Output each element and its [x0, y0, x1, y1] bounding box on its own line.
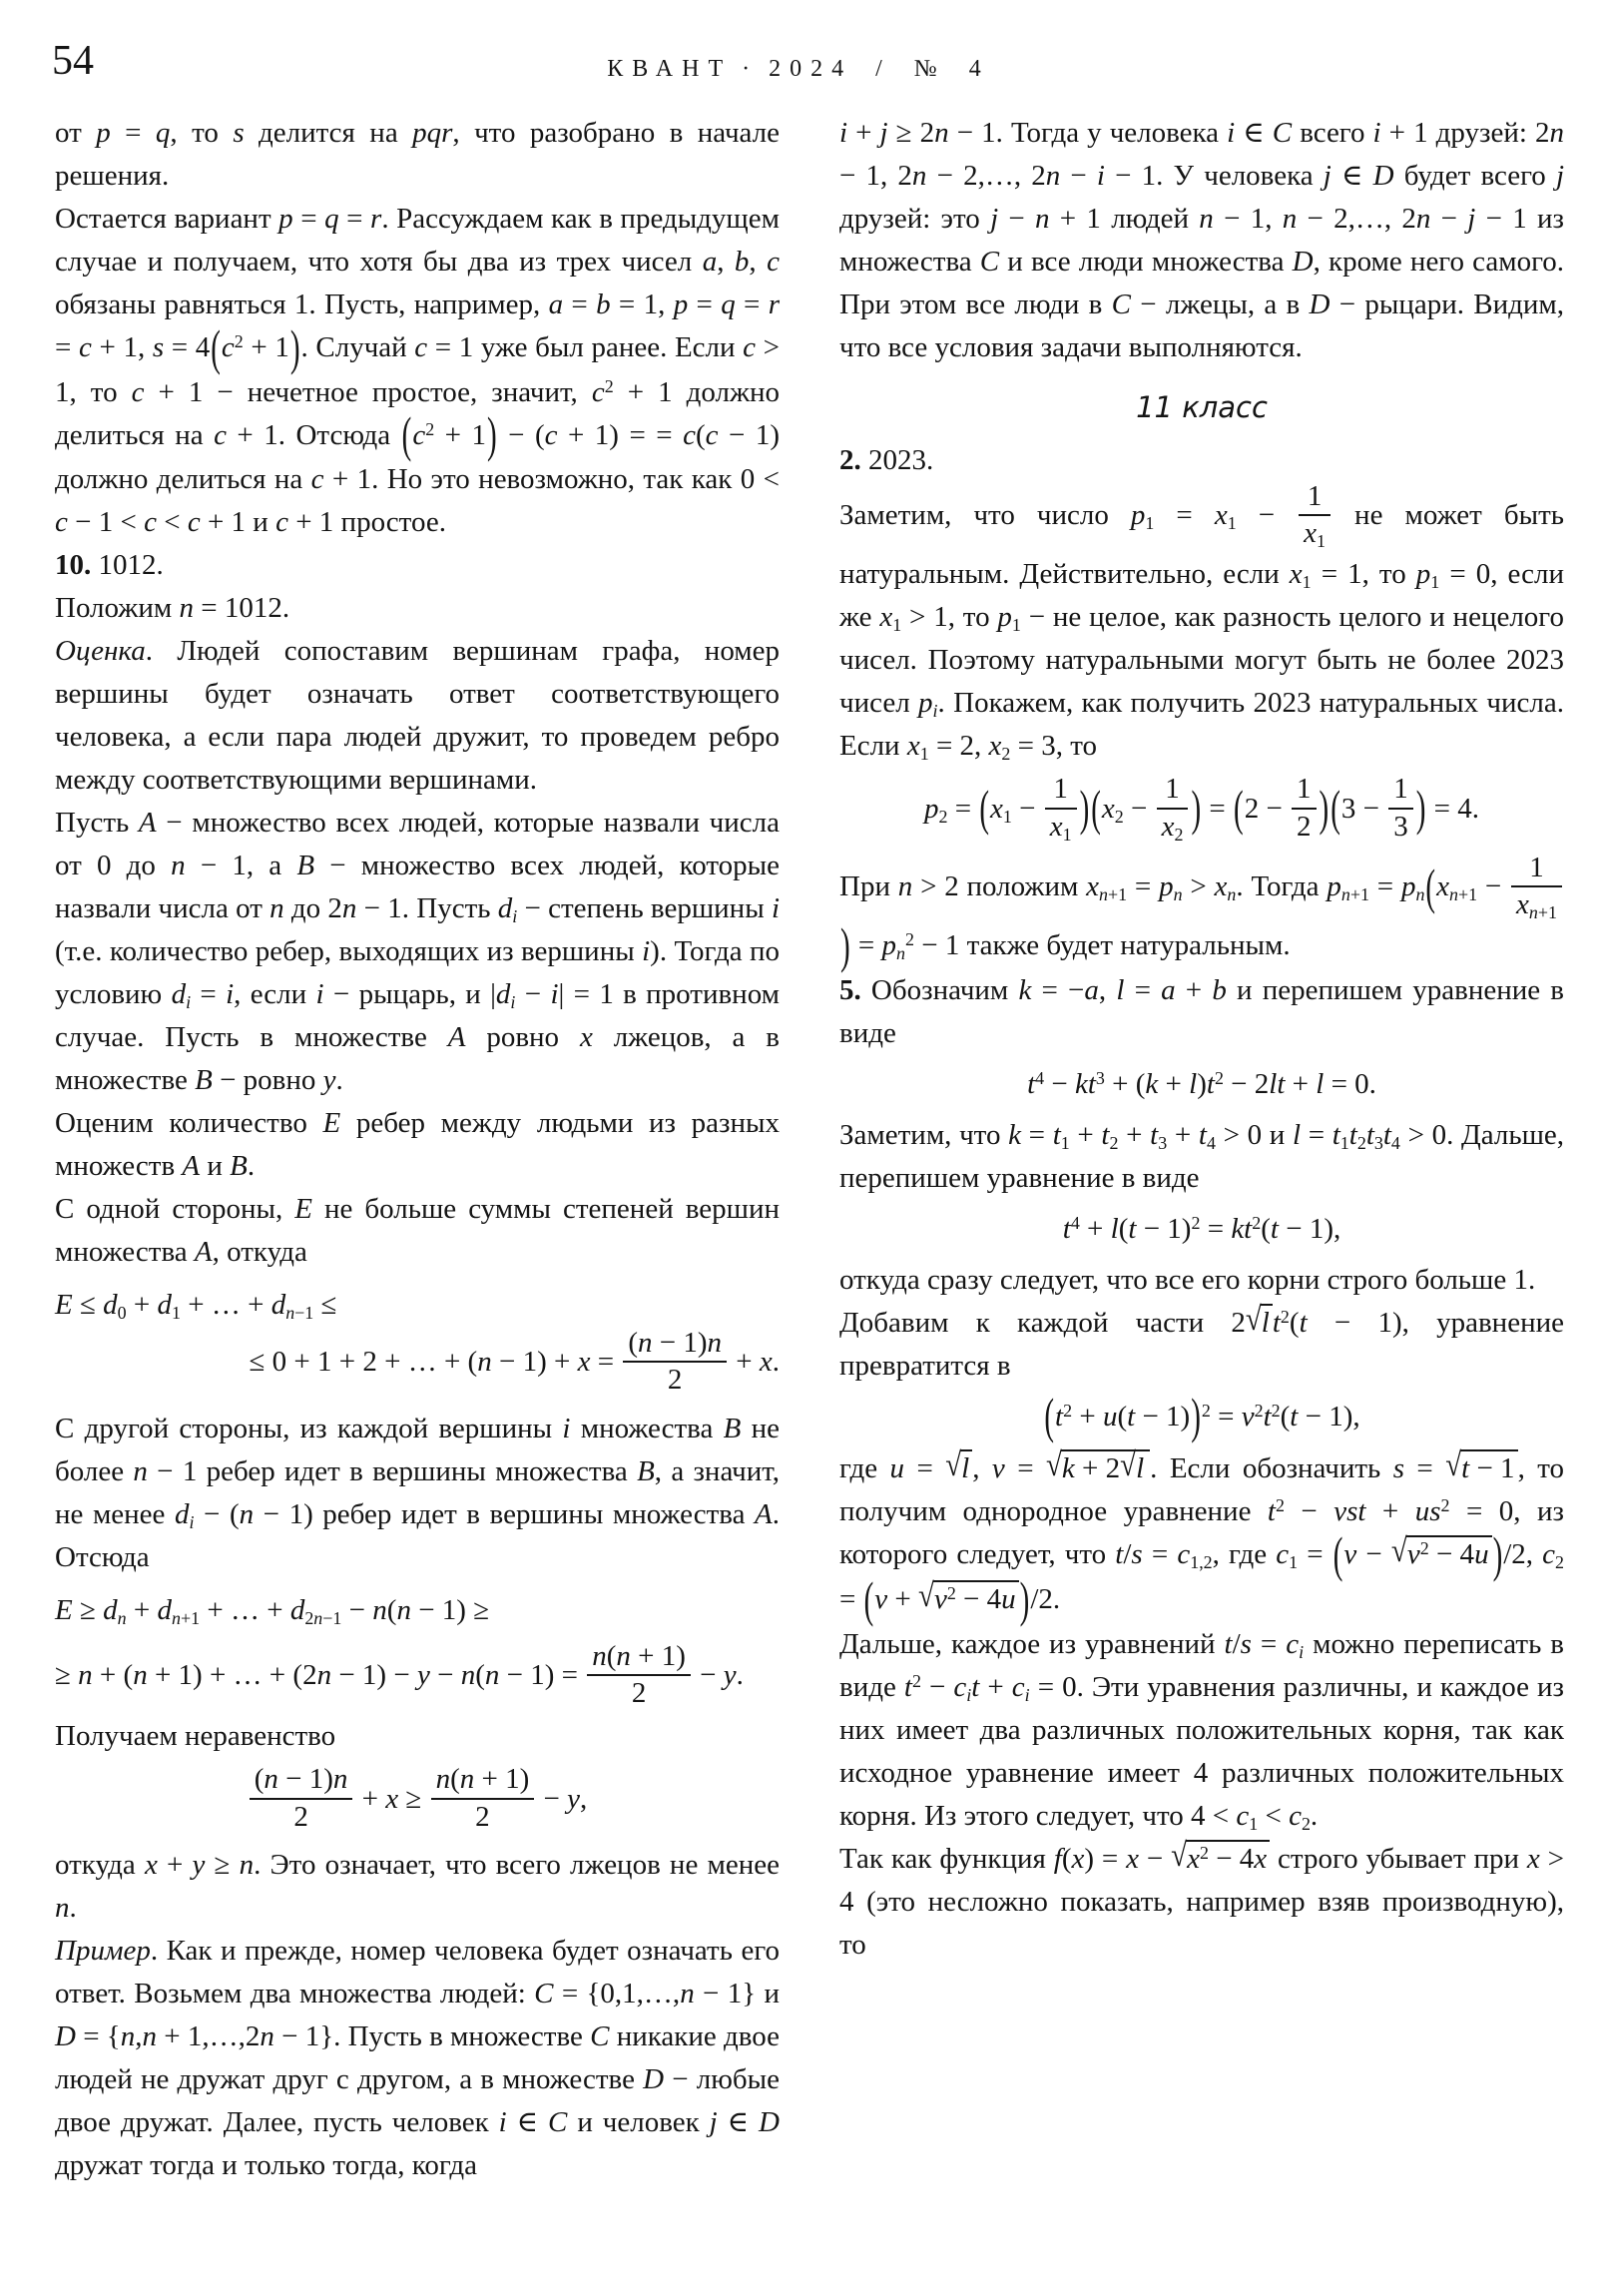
big-paren: ) [1415, 782, 1426, 838]
display-formula: $(t^2 + u(t - 1))^2 = v^2t^2(t - 1)$, [839, 1396, 1564, 1440]
big-paren: ) [486, 408, 497, 464]
big-paren: ) [1191, 782, 1202, 838]
big-paren: ( [401, 408, 412, 464]
fraction: $\frac{1}{3}$ [1388, 773, 1413, 844]
paragraph: Пусть A − множество всех людей, которые назвали числа от 0 до n − 1, а B − множество всех людей, которые назвали числа от n до 2n − 1. Пусть $d_i$ − степень вершины i (т.е. количество ребер, выходящих из вершины i). Тогда по условию $d_i = i$, если i − рыцарь, и $|d_i - i| = 1$ в противном случае. Пусть в множестве A ровно x лжецов, а в множестве B − ровно y. [55, 807, 781, 1097]
big-paren: ) [289, 321, 300, 376]
fraction: $\frac{n(n + 1)}{2}$ [431, 1763, 535, 1834]
big-paren: ) [1191, 1390, 1201, 1445]
big-paren: ( [979, 782, 989, 838]
square-root: $√v^2 - 4u$ [918, 1578, 1019, 1621]
big-paren: ) [1492, 1528, 1503, 1583]
fraction: $\frac{n(n + 1)}{2}$ [587, 1640, 691, 1711]
page-number: 54 [52, 38, 94, 84]
display-formula: ≤ 0 + 1 + 2 + … + (n − 1) + x = $\frac{(n - 1)n}{2}$ + x. [249, 1327, 780, 1397]
title-separator: · [742, 56, 760, 82]
square-root: √k + 2√l [1046, 1447, 1150, 1490]
left-column [55, 112, 780, 2187]
paragraph: Оценим количество E ребер между людьми из разных множеств A и B. [55, 1107, 780, 1183]
display-formula: $t^4 + l(t - 1)^2 = kt^2(t - 1)$, [1062, 1212, 1341, 1245]
big-paren: ( [863, 1573, 874, 1628]
big-paren: ( [1044, 1390, 1055, 1445]
big-paren: ( [1425, 861, 1436, 915]
big-paren: ) [1079, 782, 1090, 838]
display-formula: $t^4 - kt^3 + (k + l)t^2 - 2lt + l = 0$. [1027, 1067, 1376, 1100]
paragraph: Так как функция $f(x) = x - √x^2 - 4x$ строго убывает при x > 4 (это несложно показать, например взяв производную), то [839, 1837, 1565, 1961]
paragraph: от p = q, то s делится на pqr, что разобрано в начале решения. [55, 117, 781, 192]
paragraph: 10. 1012. [55, 549, 164, 582]
big-paren: ) [1319, 782, 1330, 838]
display-formula: $E \ge d_n + d_{n+1}$ + … + $d_{2n-1} - n(n - 1)$ ≥ [55, 1594, 490, 1629]
section-heading: 11 класс [1136, 390, 1268, 424]
big-paren: ) [1019, 1573, 1030, 1628]
big-paren: ) [840, 919, 850, 974]
square-root: √l [1120, 1447, 1147, 1490]
right-column [839, 112, 1564, 2187]
fraction: $\frac{1}{x_1}$ [1045, 773, 1077, 844]
big-paren: ( [211, 321, 221, 376]
display-formula: $E \le d_0 + d_1$ + … + $d_{n-1}$ ≤ [55, 1289, 337, 1324]
paragraph: где u = √l , v = √k + 2√l . Если обозначить s = √t − 1 , то получим однородное уравнение $t^2$ − vst + $us^2 = 0$, из которого следует, что $t/s = c_{1,2}$, где $c_1 = (v - √v^2 - 4u$ )/2, $c_2 = (v + √v^2 - 4u$ )/2. [839, 1447, 1564, 1622]
journal-name: КВАНТ [607, 56, 733, 82]
paragraph: С одной стороны, E не больше суммы степеней вершин множества A, откуда [55, 1193, 780, 1269]
two-column-layout [55, 112, 1564, 2187]
paragraph: Остается вариант p = q = r. Рассуждаем как в предыдущем случае и получаем, что хотя бы два из трех чисел a, b, c обязаны равняться 1. Пусть, например, a = b = 1, p = q = r = c + 1, $s = 4(c^2 + 1)$. Случай c = 1 уже был ранее. Если c > 1, то c + 1 − нечетное простое, значит, $c^2 + 1$ должно делиться на c + 1. Отсюда $(c^2 + 1) - (c + 1)$ = = c(c − 1) должно делиться на c + 1. Но это невозможно, так как 0 < c − 1 < c < c + 1 и c + 1 простое. [55, 203, 781, 539]
paragraph: откуда сразу следует, что все его корни строго больше 1. [839, 1263, 1536, 1296]
fraction: $\frac{1}{2}$ [1292, 773, 1317, 844]
fraction: $\frac{(n - 1)n}{2}$ [250, 1763, 353, 1834]
big-paren: ( [1331, 782, 1340, 838]
paragraph: Заметим, что $k = t_1 + t_2 + t_3 + t_4 > 0$ и $l = t_1t_2t_3t_4 > 0$. Дальше, перепишем уравнение в виде [839, 1118, 1565, 1194]
paragraph: i + j ≥ 2n − 1. Тогда у человека i ∈ C всего i + 1 друзей: 2n − 1, 2n − 2,…, 2n − i − 1. У человека j ∈ D будет всего j друзей: это j − n + 1 людей n − 1, n − 2,…, 2n − j − 1 из множества C и все люди множества D, кроме него самого. При этом все люди в C − лжецы, а в D − рыцари. Видим, что все условия задачи выполняются. [839, 117, 1565, 363]
square-root: √l [945, 1447, 972, 1490]
fraction: $\frac{1}{x_1}$ [1299, 480, 1331, 551]
paragraph: При n > 2 положим $x_{n+1} = p_n > x_n$. Тогда $p_{n+1} = p_n(x_{n+1}$ − $\frac{1}{x_{n+1}}$ ) = $p_n^2 - 1$ также будет натуральным. [839, 854, 1564, 968]
paragraph: Оценка. Людей сопоставим вершинам графа, номер вершины будет означать ответ соответствующего человека, а если пара людей дружит, то проведем ребро между соответствующими вершинами. [55, 635, 780, 797]
display-formula: ≥ n + (n + 1) + … + (2n − 1) − y − n(n − 1) = $\frac{n(n + 1)}{2}$ − y. [55, 1639, 744, 1710]
big-paren: ( [1091, 782, 1101, 838]
paragraph: Получаем неравенство [55, 1719, 336, 1752]
fraction: $\frac{1}{x_{n+1}}$ [1511, 852, 1562, 922]
display-formula: $p_2 = (x_1$ − $\frac{1}{x_1}$ )($x_2$ − $\frac{1}{x_2}$ ) = (2 − $\frac{1}{2}$ )(3 − $\frac{1}{3}$ ) = 4. [839, 776, 1564, 847]
fraction: $\frac{(n - 1)n}{2}$ [623, 1327, 727, 1398]
journal-title [0, 56, 1597, 83]
square-root: √t − 1 [1445, 1447, 1517, 1490]
journal-issue: 2024 / № 4 [769, 56, 990, 82]
fraction: $\frac{1}{x_2}$ [1157, 773, 1189, 844]
paragraph: 5. Обозначим k = −a, l = a + b и перепишем уравнение в виде [839, 973, 1564, 1049]
paragraph: откуда x + y ≥ n. Это означает, что всего лжецов не менее n. [55, 1849, 780, 1925]
square-root: $√x^2 - 4x$ [1171, 1838, 1270, 1881]
square-root: √l [1246, 1302, 1273, 1345]
big-paren: ( [1332, 1528, 1343, 1583]
paragraph: Положим n = 1012. [55, 592, 290, 625]
paragraph: Добавим к каждой части 2√l $t^2(t - 1)$, уравнение превратится в [839, 1300, 1564, 1382]
paragraph: 2. 2023. [839, 444, 934, 476]
square-root: $√v^2 - 4u$ [1391, 1533, 1492, 1576]
display-formula: $\frac{(n - 1)n}{2}$ + x ≥ $\frac{n(n + 1)}{2}$ − y, [55, 1766, 780, 1837]
paragraph: Дальше, каждое из уравнений $t/s = c_i$ можно переписать в виде $t^2 - c_it + c_i = 0$. Эти уравнения различны, и каждое из них имеет два различных положительных корня, так как исходное уравнение имеет 4 различных положительных корня. Из этого следует, что $4 < c_1 < c_2$. [839, 1627, 1565, 1834]
paragraph: Заметим, что число $p_1 = x_1$ − $\frac{1}{x_1}$ не может быть натуральным. Действительно, если $x_1 = 1$, то $p_1 = 0$, если же $x_1 > 1$, то $p_1$ − не целое, как разность целого и нецелого чисел. Поэтому натуральными могут быть не более 2023 чисел $p_i$. Покажем, как получить 2023 натуральных числа. Если $x_1 = 2$, $x_2 = 3$, то [839, 479, 1564, 764]
paragraph: Пример. Как и прежде, номер человека будет означать его ответ. Возьмем два множества людей: C = {0,1,…,n − 1} и D = {n,n + 1,…,2n − 1}. Пусть в множестве C никакие двое людей не дружат друг с другом, а в множестве D − любые двое дружат. Далее, пусть человек i ∈ C и человек j ∈ D дружат тогда и только тогда, когда [55, 1935, 781, 2182]
paragraph: С другой стороны, из каждой вершины i множества B не более n − 1 ребер идет в вершины множества B, а значит, не менее $d_i - (n - 1)$ ребер идет в вершины множества A. Отсюда [55, 1413, 781, 1574]
big-paren: ( [1234, 782, 1244, 838]
